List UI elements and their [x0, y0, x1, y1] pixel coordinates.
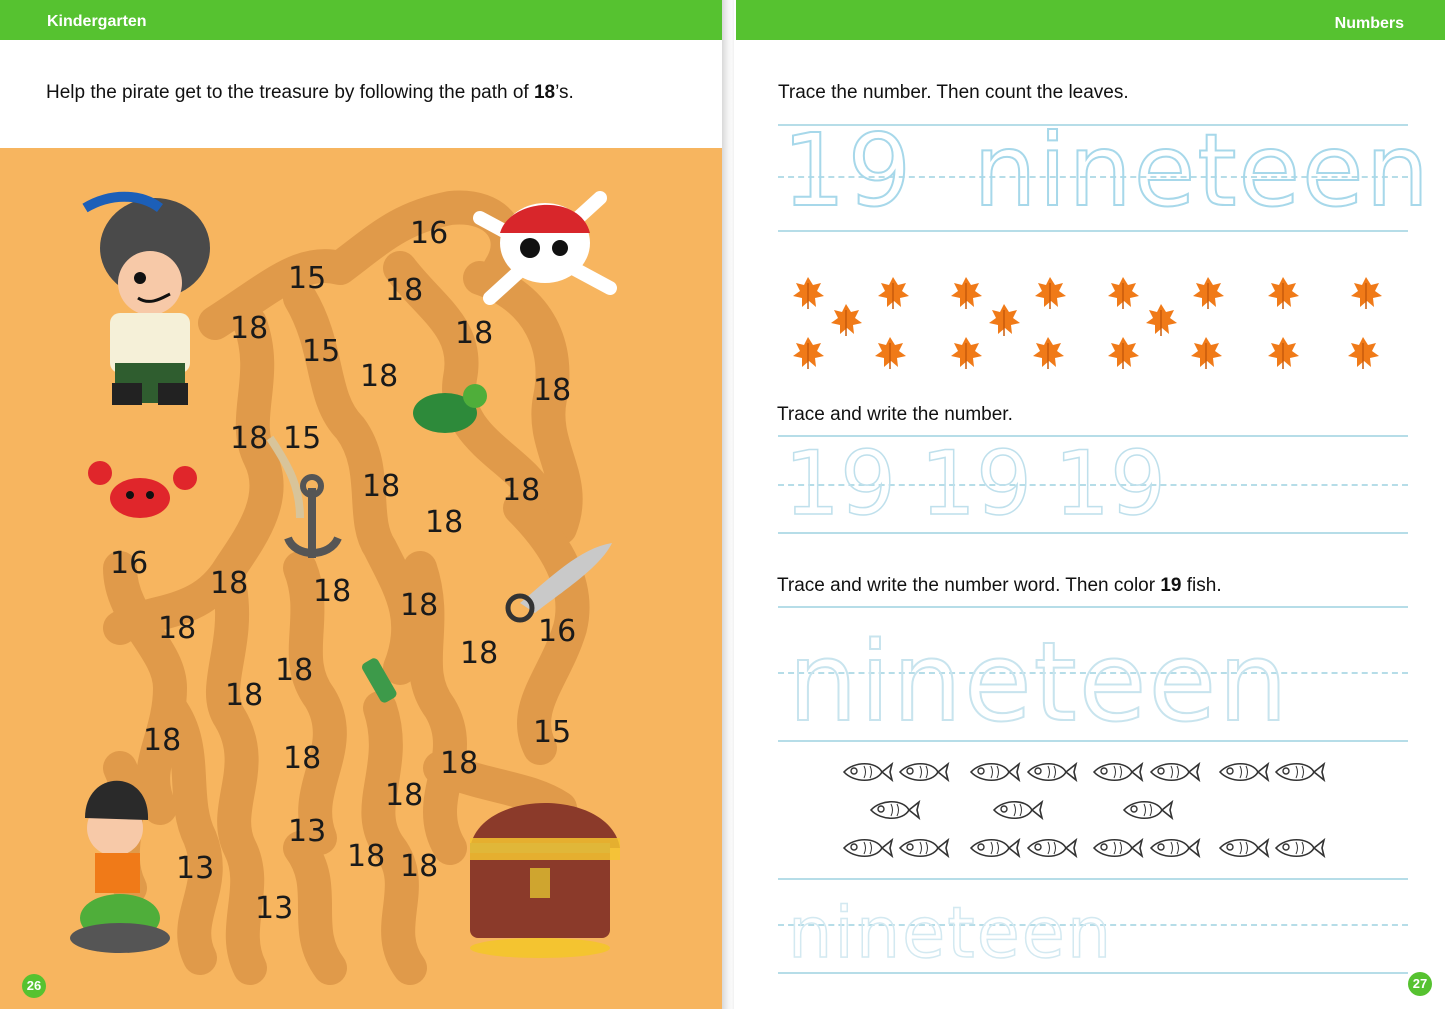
maze-number: 13: [288, 814, 327, 849]
leaf-icon: [878, 277, 909, 309]
maze-number: 18: [400, 849, 439, 884]
leaf-icon: [1108, 337, 1139, 369]
leaf-icon: [793, 277, 824, 309]
leaf-icon: [951, 337, 982, 369]
trace-instruction: Trace the number. Then count the leaves.: [778, 82, 1129, 103]
fish-icon: [1151, 840, 1199, 857]
leaf-icon: [1193, 277, 1224, 309]
maze-number: 18: [210, 566, 249, 601]
crab-illustration: [88, 461, 197, 518]
fish-icon: [1276, 764, 1324, 781]
maze-number: 18: [533, 373, 572, 408]
traced-word: nineteen: [973, 112, 1431, 229]
leaf-icon: [875, 337, 906, 369]
treasure-chest-illustration: [470, 803, 620, 958]
maze-number: 16: [110, 546, 149, 581]
leaf-icons: [793, 277, 1382, 369]
traced-number-word: [782, 112, 1431, 229]
header-title-right: Numbers: [1334, 15, 1404, 32]
leaf-icon: [1268, 337, 1299, 369]
maze-number: 15: [283, 421, 322, 456]
fish-icons: [844, 764, 1324, 857]
leaf-icon: [1146, 304, 1177, 336]
maze-number: 13: [255, 891, 294, 926]
word-instruction: Trace and write the number word. Then color 19 fish.: [777, 575, 1222, 596]
fish-icon: [844, 764, 892, 781]
maze-number: 18: [225, 678, 264, 713]
fish-icon: [971, 840, 1019, 857]
maze-number: 18: [347, 839, 386, 874]
faint-dotted-word: nineteen: [788, 892, 1114, 974]
maze-number: 18: [502, 473, 541, 508]
maze-number: 18: [425, 505, 464, 540]
header-bar-left: [0, 0, 724, 40]
maze-number: 15: [533, 715, 572, 750]
maze-number: 18: [158, 611, 197, 646]
fish-icon: [900, 840, 948, 857]
fish-icon: [1094, 764, 1142, 781]
maze-number: 13: [176, 851, 215, 886]
maze-number: 18: [440, 746, 479, 781]
guide-line-base: [778, 230, 1408, 232]
leaf-icon: [1033, 337, 1064, 369]
header-title-left: Kindergarten: [47, 13, 147, 30]
maze-number: 18: [283, 741, 322, 776]
fish-icon: [1094, 840, 1142, 857]
dotted-number: 19: [1054, 432, 1166, 535]
leaf-icon: [1191, 337, 1222, 369]
fish-icon: [1220, 840, 1268, 857]
leaf-icon: [1348, 337, 1379, 369]
fish-icon: [971, 764, 1019, 781]
leaf-icon: [951, 277, 982, 309]
dotted-number: 19: [920, 432, 1032, 535]
leaf-icon: [831, 304, 862, 336]
maze: [0, 148, 726, 1009]
maze-number: 18: [455, 316, 494, 351]
fish-icon: [1124, 802, 1172, 819]
fish-icon: [900, 764, 948, 781]
maze-number: 18: [385, 778, 424, 813]
pirate-illustration: [85, 197, 210, 405]
guide-line-top: [778, 606, 1408, 608]
fish-icon: [1220, 764, 1268, 781]
fish-icon: [844, 840, 892, 857]
fish-icon: [1151, 764, 1199, 781]
maze-number: 16: [410, 216, 449, 251]
fish-icon: [871, 802, 919, 819]
maze-number: 18: [400, 588, 439, 623]
leaf-icon: [1351, 277, 1382, 309]
leaf-icon: [1035, 277, 1066, 309]
traced-number: 19: [782, 112, 914, 229]
maze-number: 16: [538, 614, 577, 649]
leaf-icon: [1108, 277, 1139, 309]
maze-number: 18: [460, 636, 499, 671]
maze-number: 18: [230, 311, 269, 346]
maze-number: 18: [143, 723, 182, 758]
maze-number: 18: [362, 469, 401, 504]
leaf-icon: [1268, 277, 1299, 309]
maze-number: 18: [360, 359, 399, 394]
fish-icon: [994, 802, 1042, 819]
fish-group: [838, 752, 1328, 867]
fish-icon: [1276, 840, 1324, 857]
fish-icon: [1028, 840, 1076, 857]
maze-number: 15: [302, 334, 341, 369]
guide-line-top: [778, 878, 1408, 880]
header-bar-right: [736, 0, 1445, 40]
maze-number: 18: [230, 421, 269, 456]
maze-number: 15: [288, 261, 327, 296]
maze-number: 18: [313, 574, 352, 609]
write-number-instruction: Trace and write the number.: [777, 404, 1013, 425]
dotted-word: nineteen: [788, 618, 1290, 746]
maze-instruction: Help the pirate get to the treasure by following the path of 18’s.: [46, 82, 574, 103]
page-number-right: 27: [1408, 972, 1432, 996]
leaf-icon: [989, 304, 1020, 336]
dotted-number: 19: [784, 432, 896, 535]
page-number-left: 26: [22, 974, 46, 998]
fish-icon: [1028, 764, 1076, 781]
leaves-group: [778, 268, 1408, 378]
leaf-icon: [793, 337, 824, 369]
maze-number: 18: [385, 273, 424, 308]
maze-number: 18: [275, 653, 314, 688]
